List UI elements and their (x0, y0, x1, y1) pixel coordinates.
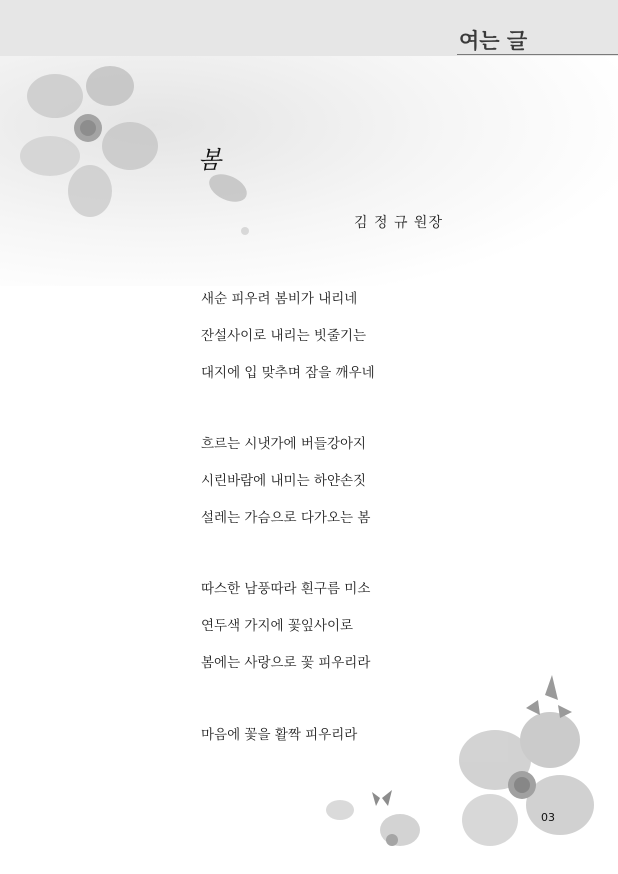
poem-line: 새순 피우려 봄비가 내리네 (201, 291, 358, 307)
poem-line: 연두색 가지에 꽃잎사이로 (201, 618, 354, 634)
butterfly-icon (526, 675, 572, 718)
poem-line: 마음에 꽃을 활짝 피우리라 (201, 727, 358, 743)
poem-line: 잔설사이로 내리는 빗줄기는 (201, 328, 367, 344)
poem-line: 대지에 입 맞추며 잠을 깨우네 (201, 365, 375, 381)
poem-line: 따스한 남풍따라 흰구름 미소 (201, 581, 371, 597)
poem-line: 설레는 가슴으로 다가오는 봄 (201, 510, 371, 526)
flower-illustration-top (0, 56, 618, 286)
poem-line: 시린바람에 내미는 하얀손짓 (201, 473, 367, 489)
poem-title: 봄 (198, 146, 220, 174)
flower-illustration-bottom (300, 670, 618, 874)
page-number: 03 (541, 811, 555, 824)
poem-line: 흐르는 시냇가에 버들강아지 (201, 436, 367, 452)
poem-line: 봄에는 사랑으로 꽃 피우리라 (201, 655, 371, 671)
butterfly-icon (372, 790, 392, 806)
stanza-1 (201, 289, 501, 400)
poem-author: 김 정 규 원장 (354, 215, 443, 231)
stanza-2 (201, 434, 501, 545)
section-title: 여는 글 (457, 27, 618, 55)
